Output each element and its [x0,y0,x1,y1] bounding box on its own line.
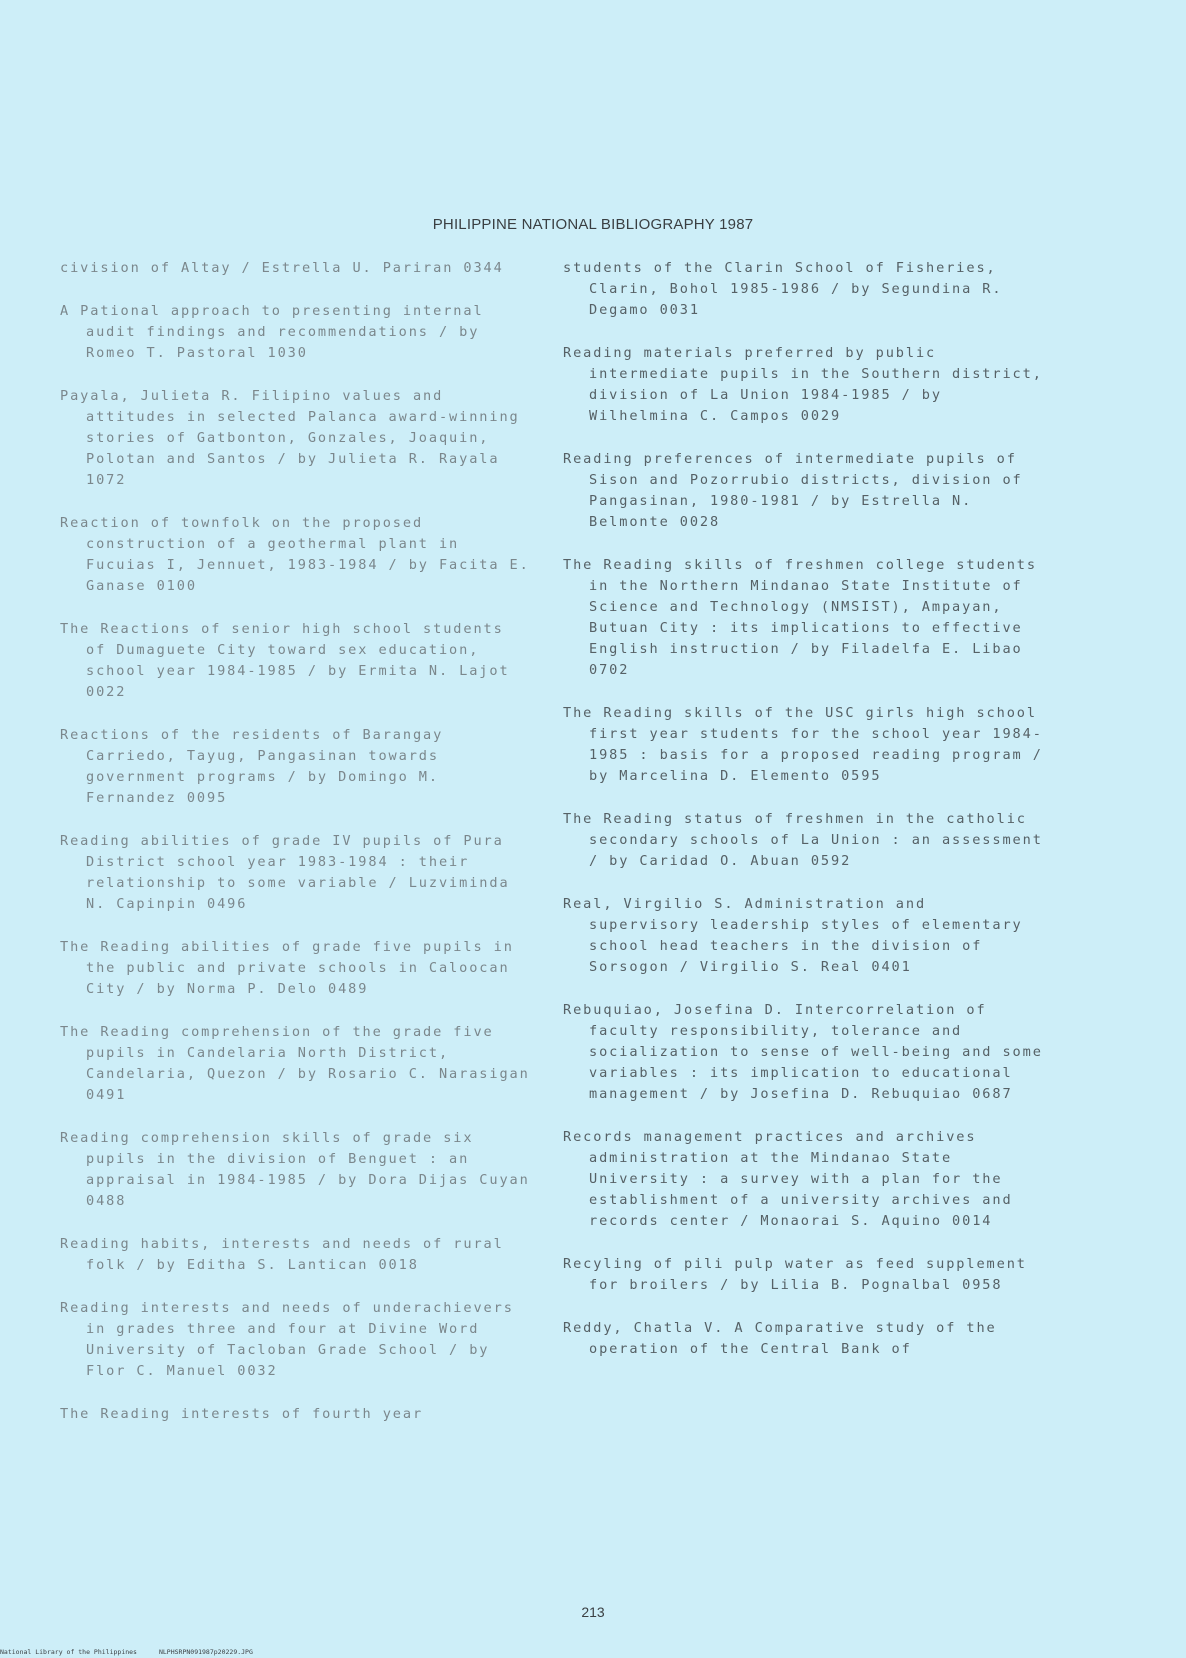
page-number-text: 213 [581,1604,605,1620]
bibliography-entry: A Pational approach to presenting internal audit findings and recommendations / by Romeo T. Pastoral 1030 [60,303,494,361]
left-column [60,258,540,1447]
page-header [0,216,1186,233]
bibliography-entry: students of the Clarin School of Fisheries, Clarin, Bohol 1985-1986 / by Segundina R. Degamo 0031 [563,260,1013,318]
bibliography-entry: Reading comprehension skills of grade six pupils in the division of Benguet : an appraisal in 1984-1985 / by Dora Dijas Cuyan 0488 [60,1130,540,1209]
bibliography-entry: The Reactions of senior high school students of Dumaguete City toward sex education, school year 1984-1985 / by Ermita N. Lajot 0022 [60,621,520,700]
bibliography-entry: civision of Altay / Estrella U. Pariran 0344 [60,260,504,276]
page-number [0,1604,1186,1620]
bibliography-entry: Recyling of pili pulp water as feed supplement for broilers / by Lilia B. Pognalbal 0958 [563,1256,1037,1293]
bibliography-entry: Rebuquiao, Josefina D. Intercorrelation of faculty responsibility, tolerance and socialization to sense of well-being and some variables : its implication to educational management / by Josefina D. Rebuquiao 0687 [563,1002,1053,1102]
bibliography-entry: The Reading interests of fourth year [60,1406,424,1422]
bibliography-entry: Reading preferences of intermediate pupils of Sison and Pozorrubio districts, division of Pangasinan, 1980-1981 / by Estrella N. Belmonte 0028 [563,451,1033,530]
bibliography-entry: The Reading status of freshmen in the catholic secondary schools of La Union : an assessment / by Caridad O. Abuan 0592 [563,811,1053,869]
bibliography-entry: Reading abilities of grade IV pupils of Pura District school year 1983-1984 : their relationship to some variable / Luzviminda N. Capinpin 0496 [60,833,520,912]
bibliography-entry: Reddy, Chatla V. A Comparative study of the operation of the Central Bank of [563,1320,1007,1357]
bibliography-entry: The Reading skills of freshmen college students in the Northern Mindanao State Institute of Science and Technology (NMSIST), Ampayan, Butuan City : its implications to effective English instruction / by Filadelfa E. Libao 0702 [563,557,1048,678]
bibliography-entry: Reactions of the residents of Barangay Carriedo, Tayug, Pangasinan towards government programs / by Domingo M. Fernandez 0095 [60,727,454,806]
bibliography-entry: Reaction of townfolk on the proposed construction of a geothermal plant in Fucuias I, Jennuet, 1983-1984 / by Facita E. Ganase 0100 [60,515,540,594]
bibliography-entry: Payala, Julieta R. Filipino values and attitudes in selected Palanca award-winning stories of Gatbonton, Gonzales, Joaquin, Polotan and Santos / by Julieta R. Rayala 1072 [60,388,530,488]
bibliography-entry: Reading materials preferred by public intermediate pupils in the Southern district, division of La Union 1984-1985 / by Wilhelmina C. Campos 0029 [563,345,1053,424]
bibliography-entry: Reading interests and needs of underachievers in grades three and four at Divine Word University of Tacloban Grade School / by Flor C. Manuel 0032 [60,1300,524,1379]
bibliography-entry: Records management practices and archives administration at the Mindanao State University : a survey with a plan for the establishment of a university archives and records center / Monaorai S. Aquino 0014 [563,1129,1023,1229]
scan-footer [0,1648,253,1656]
bibliography-entry: The Reading skills of the USC girls high school first year students for the school year 1984-1985 : basis for a proposed reading program / by Marcelina D. Elemento 0595 [563,705,1053,784]
bibliography-entry: Reading habits, interests and needs of rural folk / by Editha S. Lantican 0018 [60,1236,514,1273]
bibliography-entry: Real, Virgilio S. Administration and supervisory leadership styles of elementary school head teachers in the division of Sorsogon / Virgilio S. Real 0401 [563,896,1033,975]
right-column [563,258,1053,1382]
bibliography-entry: The Reading comprehension of the grade five pupils in Candelaria North District, Candelaria, Quezon / by Rosario C. Narasigan 0491 [60,1024,540,1103]
header-title: PHILIPPINE NATIONAL BIBLIOGRAPHY 1987 [432,216,754,233]
footer-file: NLPHSRPN091987p20229.JPG [158,1648,253,1656]
footer-library: National Library of the Philippines [0,1648,137,1656]
bibliography-entry: The Reading abilities of grade five pupils in the public and private schools in Caloocan City / by Norma P. Delo 0489 [60,939,524,997]
